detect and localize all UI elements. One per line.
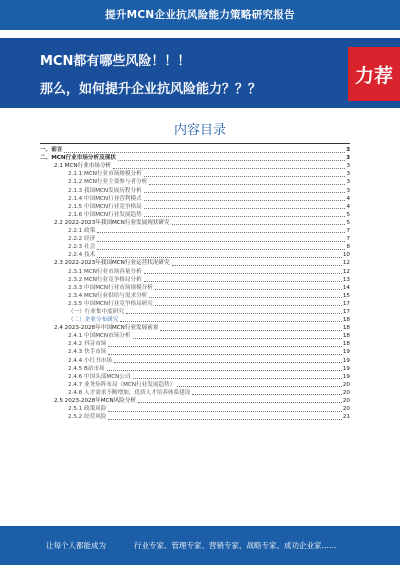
toc-dot-leader	[108, 419, 341, 420]
table-of-contents	[40, 146, 350, 421]
toc-entry-page: 19	[342, 349, 350, 356]
toc-dot-leader	[144, 273, 342, 274]
toc-entry-title: 2.3.5 中国MCN行业竞争格局研究	[68, 300, 153, 307]
toc-dot-leader	[144, 176, 346, 177]
toc-top-rule	[40, 143, 350, 144]
toc-entry-title: 2.3.4 MCN行业供给与需求分析	[68, 292, 148, 299]
toc-entry-title: 2.4.7 业务矩阵布局（MCN行业发展趋势）	[68, 381, 176, 388]
toc-entry-page: 18	[342, 341, 350, 348]
toc-entry-page: 3	[346, 187, 350, 194]
toc-entry[interactable]	[40, 324, 350, 332]
toc-dot-leader	[149, 184, 345, 185]
toc-entry-page: 21	[342, 414, 350, 421]
toc-entry-title: 2.2.3 社会	[68, 244, 96, 251]
toc-entry[interactable]	[40, 178, 350, 186]
toc-entry-title: 2.4.1 中国MCN市场分析	[68, 333, 131, 340]
toc-entry[interactable]	[40, 235, 350, 243]
report-title: 提升MCN企业抗风险能力策略研究报告	[105, 9, 295, 21]
toc-entry[interactable]	[40, 211, 350, 219]
toc-dot-leader	[126, 313, 342, 314]
toc-entry[interactable]	[40, 308, 350, 316]
toc-dot-leader	[144, 216, 346, 217]
toc-entry-page: 18	[342, 317, 350, 324]
toc-entry[interactable]	[40, 292, 350, 300]
toc-entry-title: 2.1.3 我国MCN发展历程分析	[68, 187, 142, 194]
toc-dot-leader	[108, 411, 341, 412]
toc-entry[interactable]	[40, 146, 350, 154]
toc-entry[interactable]	[40, 340, 350, 348]
toc-entry-page: 3	[346, 163, 350, 170]
toc-entry[interactable]	[40, 284, 350, 292]
toc-entry-title: 2.5.2 经营风险	[68, 414, 107, 421]
toc-dot-leader	[108, 346, 341, 347]
toc-dot-leader	[155, 305, 342, 306]
toc-dot-leader	[107, 370, 342, 371]
toc-dot-leader	[177, 386, 342, 387]
toc-entry-title: 2.3 2022-2023年我国MCN行业运营状况研究	[54, 260, 170, 267]
toc-dot-leader	[155, 289, 342, 290]
toc-entry-title: 2.4.5 B站市场	[68, 365, 105, 372]
toc-entry-page: 12	[342, 260, 350, 267]
toc-dot-leader	[138, 402, 342, 403]
toc-entry-page: 20	[342, 398, 350, 404]
toc-entry-title: 2.5 2023-2028年MCN风险分析	[54, 398, 137, 404]
toc-entry-title: 2.1.4 中国MCN行业营利模式	[68, 195, 142, 202]
toc-entry[interactable]	[40, 365, 350, 373]
toc-entry-title: 2.3.2 MCN行业竞争格局分析	[68, 276, 142, 283]
toc-entry-title: 2.2.1 政策	[68, 228, 96, 235]
toc-entry-page: 15	[342, 292, 350, 299]
toc-entry-title: 2.3.3 中国MCN行业市场规模分析	[68, 284, 153, 291]
toc-entry-page: 4	[346, 203, 350, 210]
toc-entry[interactable]	[40, 405, 350, 413]
toc-entry[interactable]	[40, 195, 350, 203]
toc-entry-title: 2.1.6 中国MCN行业发展趋势	[68, 211, 142, 218]
toc-dot-leader	[133, 378, 342, 379]
toc-entry-page: 20	[342, 406, 350, 413]
toc-entry[interactable]	[40, 356, 350, 364]
toc-entry[interactable]	[40, 154, 350, 162]
toc-entry-page: 4	[346, 195, 350, 202]
toc-entry-title: 2.2 2022-2023年我国MCN行业发展现状研究	[54, 219, 170, 226]
toc-dot-leader	[64, 152, 345, 153]
toc-entry[interactable]	[40, 186, 350, 194]
toc-entry-page: 18	[342, 325, 350, 332]
footer-bar	[0, 526, 400, 565]
toc-entry-title: 2.4.2 抖音市场	[68, 341, 107, 348]
toc-entry-title: 一、前言	[40, 147, 63, 154]
toc-heading: 内容目录	[173, 123, 226, 138]
toc-dot-leader	[113, 168, 345, 169]
toc-entry[interactable]	[40, 397, 350, 405]
toc-dot-leader	[144, 200, 346, 201]
toc-entry[interactable]	[40, 203, 350, 211]
toc-entry-title: 2.4.8 人才需求不断增加，优质人才培养体系建设	[68, 389, 191, 396]
toc-entry-title: 2.1.5 中国MCN行业竞争格局	[68, 203, 142, 210]
toc-entry-page: 10	[342, 252, 350, 259]
toc-entry-page: 3	[346, 179, 350, 186]
toc-entry[interactable]	[40, 381, 350, 389]
toc-dot-leader	[160, 330, 341, 331]
toc-dot-leader	[114, 362, 342, 363]
toc-entry-page: 3	[346, 171, 350, 178]
banner-headline: MCN都有哪些风险！！！	[40, 54, 191, 69]
toc-entry[interactable]	[40, 300, 350, 308]
toc-entry-title: （一）行业集中度研究	[68, 308, 124, 315]
toc-entry-title: 2.1 MCN行业市场分析	[54, 163, 112, 170]
toc-dot-leader	[120, 321, 342, 322]
toc-entry-page: 8	[346, 244, 350, 251]
toc-entry-page: 20	[342, 389, 350, 396]
toc-dot-leader	[97, 241, 345, 242]
toc-entry-title: 2.1.1 MCN行业市场规模分析	[68, 171, 142, 178]
toc-entry-page: 17	[342, 300, 350, 307]
toc-entry[interactable]	[40, 162, 350, 170]
toc-dot-leader	[108, 354, 341, 355]
toc-entry-title: 2.4.3 快手市场	[68, 349, 107, 356]
toc-entry-page: 17	[342, 308, 350, 315]
toc-dot-leader	[149, 297, 342, 298]
toc-dot-leader	[118, 160, 345, 161]
toc-dot-leader	[172, 224, 346, 225]
toc-dot-leader	[144, 208, 346, 209]
toc-dot-leader	[192, 394, 342, 395]
toc-entry[interactable]	[40, 389, 350, 397]
toc-entry-page: 3	[346, 147, 350, 154]
toc-entry-title: 2.1.2 MCN行业主要参与者分析	[68, 179, 148, 186]
toc-dot-leader	[144, 192, 346, 193]
toc-entry[interactable]	[40, 276, 350, 284]
toc-dot-leader	[133, 338, 342, 339]
report-header-bar	[0, 0, 400, 30]
toc-dot-leader	[97, 249, 345, 250]
toc-entry-title: 2.5.1 政策风险	[68, 406, 107, 413]
toc-entry-page: 7	[346, 228, 350, 235]
toc-entry[interactable]	[40, 219, 350, 227]
toc-dot-leader	[172, 265, 342, 266]
risk-banner	[0, 38, 400, 108]
toc-entry-page: 19	[342, 357, 350, 364]
toc-entry[interactable]	[40, 332, 350, 340]
toc-entry-title: 2.2.2 经济	[68, 236, 96, 243]
toc-entry[interactable]	[40, 413, 350, 421]
toc-entry-title: 2.3.1 MCN行业市场容量分析	[68, 268, 142, 275]
toc-entry-page: 7	[346, 236, 350, 243]
toc-entry-page: 3	[346, 155, 350, 162]
toc-dot-leader	[97, 232, 345, 233]
toc-entry[interactable]	[40, 267, 350, 275]
toc-entry[interactable]	[40, 243, 350, 251]
toc-entry[interactable]	[40, 227, 350, 235]
toc-entry[interactable]	[40, 170, 350, 178]
toc-entry-page: 19	[342, 373, 350, 380]
toc-entry-title: 2.4 2023-2028年中国MCN行业发展前景	[54, 325, 159, 332]
toc-entry-page: 12	[342, 268, 350, 275]
toc-entry-page: 5	[346, 219, 350, 226]
toc-dot-leader	[144, 281, 342, 282]
footer-slogan: 让每个人都能成为	[46, 541, 106, 550]
toc-entry-page: 19	[342, 365, 350, 372]
toc-entry-page: 13	[342, 276, 350, 283]
toc-entry[interactable]	[40, 316, 350, 324]
toc-entry[interactable]	[40, 348, 350, 356]
toc-entry-title: 2.4.4 小红书市场	[68, 357, 112, 364]
toc-entry-title: （二）企业分布研究	[68, 317, 119, 324]
toc-dot-leader	[97, 257, 342, 258]
toc-entry[interactable]	[40, 259, 350, 267]
toc-entry-page: 18	[342, 333, 350, 340]
toc-entry[interactable]	[40, 373, 350, 381]
banner-question: 那么，如何提升企业抗风险能力？？？	[40, 82, 262, 97]
recommend-badge: 力荐	[348, 47, 400, 101]
toc-entry-title: 2.2.4 技术	[68, 252, 96, 259]
toc-entry-title: 二、MCN行业市场分析及现状	[40, 155, 116, 162]
toc-entry-page: 14	[342, 284, 350, 291]
toc-entry-page: 20	[342, 381, 350, 388]
toc-entry-title: 2.4.6 中国头部MCN公司	[68, 373, 131, 380]
toc-entry-page: 5	[346, 211, 350, 218]
footer-roles: 行业专家、管理专家、营销专家、战略专家、成功企业家……	[134, 541, 337, 550]
toc-entry[interactable]	[40, 251, 350, 259]
